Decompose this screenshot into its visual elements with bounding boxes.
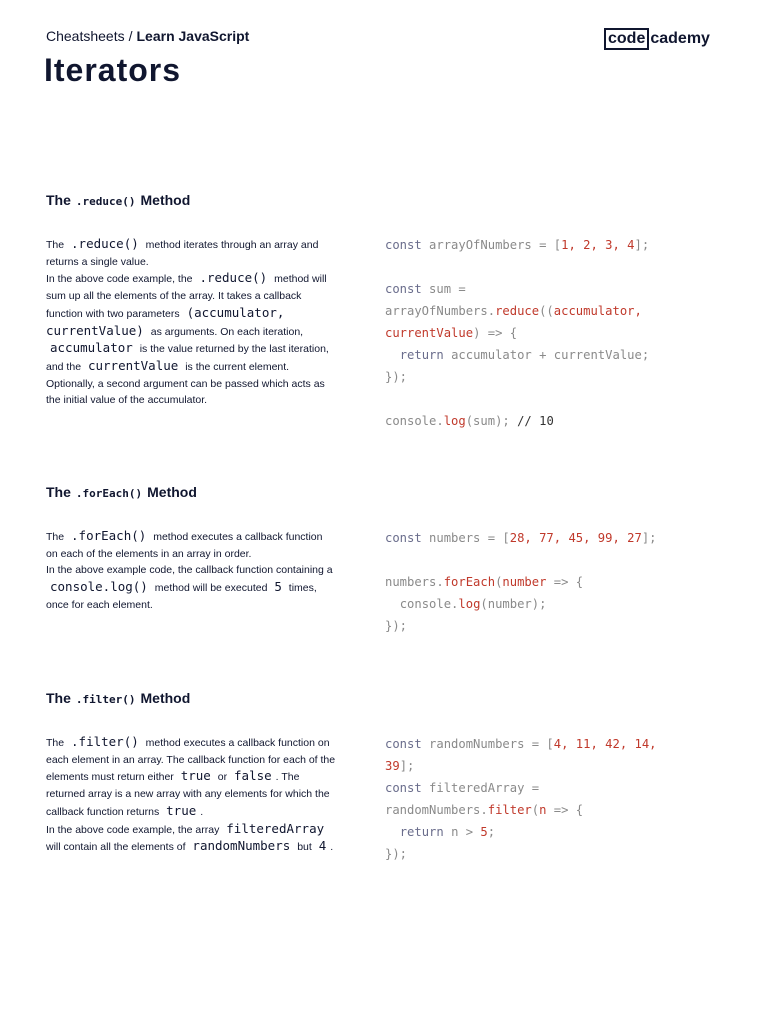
inline-code: randomNumbers — [192, 838, 291, 854]
code-token: arrayOfNumbers = [ — [429, 238, 562, 252]
filter-heading — [46, 690, 190, 706]
code-token: const — [385, 781, 422, 795]
code-token: accumulator + currentValue; — [451, 348, 650, 362]
code-token: n — [539, 803, 547, 817]
desc-text: The — [46, 531, 65, 543]
reduce-heading-method: Method — [140, 192, 191, 208]
code-token: (( — [539, 304, 554, 318]
code-token: 39 — [385, 759, 400, 773]
desc-text: method will sum up all the elements of the array. It takes a callback function with two parameters — [46, 273, 327, 320]
filter-description — [46, 734, 336, 856]
code-token: 4, 11, 42, 14, — [553, 737, 657, 751]
inline-code: (accumulator, currentValue) — [46, 304, 285, 338]
desc-text: as arguments. On each iteration, — [150, 325, 304, 338]
code-token: ( — [531, 803, 540, 817]
code-token: filter — [487, 803, 532, 817]
logo-boxed-text: code — [604, 28, 649, 50]
desc-text: . — [330, 841, 334, 854]
code-token: console. — [385, 414, 444, 428]
code-token: 1, 2, 3, 4 — [561, 238, 635, 252]
foreach-heading — [46, 484, 197, 500]
code-token: return — [399, 348, 444, 362]
code-token: }); — [385, 619, 408, 633]
desc-text: times, once for each element. — [46, 582, 317, 611]
reduce-code-block — [385, 234, 649, 432]
inline-code: true — [166, 802, 197, 818]
reduce-heading-code: .reduce() — [75, 195, 136, 208]
code-token: accumulator, — [553, 304, 642, 318]
code-token: ; — [487, 825, 496, 839]
code-token: const — [385, 737, 422, 751]
foreach-heading-method: Method — [147, 484, 197, 500]
code-token: arrayOfNumbers. — [385, 304, 496, 318]
inline-code: .reduce() — [71, 236, 139, 251]
code-token: console. — [399, 597, 459, 611]
codecademy-logo[interactable] — [604, 28, 710, 50]
inline-code: .forEach() — [71, 528, 147, 543]
page-title: Iterators — [44, 52, 182, 88]
reduce-heading-the: The — [46, 192, 71, 208]
code-token: log — [443, 414, 466, 428]
inline-code: accumulator — [50, 340, 133, 356]
code-token: (number); — [480, 597, 547, 611]
breadcrumb — [46, 28, 249, 44]
inline-code: currentValue — [87, 357, 179, 373]
desc-text: In the above example code, the callback function containing a — [46, 564, 333, 577]
logo-rest-text: cademy — [650, 30, 710, 47]
inline-code: filteredArray — [226, 820, 325, 836]
desc-text: but — [297, 841, 312, 854]
code-token: const — [385, 531, 422, 545]
code-token: ) => { — [473, 326, 518, 340]
desc-text: is the value returned by the last iteration, and the — [46, 343, 329, 373]
code-token: n > — [451, 825, 474, 839]
reduce-heading — [46, 192, 190, 208]
code-token: ]; — [634, 238, 650, 252]
desc-text: The — [46, 737, 65, 749]
filter-heading-method: Method — [140, 690, 191, 706]
desc-text: method executes a callback function on each element in an array. The callback function for each of the elements must return either — [46, 737, 336, 784]
breadcrumb-current-link[interactable]: Learn JavaScript — [136, 28, 250, 44]
desc-text: will contain all the elements of — [46, 841, 186, 854]
breadcrumb-root-link[interactable]: Cheatsheets — [46, 28, 125, 44]
filter-heading-the: The — [46, 690, 71, 706]
code-token: randomNumbers = [ — [429, 737, 554, 751]
desc-text: The — [46, 239, 65, 251]
desc-text: In the above code example, the — [46, 273, 193, 286]
code-token: return — [399, 825, 444, 839]
code-token: sum = — [429, 282, 466, 296]
breadcrumb-separator: / — [128, 28, 133, 44]
foreach-code-block — [385, 527, 657, 637]
code-token: numbers. — [385, 575, 444, 589]
code-token: => { — [553, 803, 584, 817]
code-token: log — [458, 597, 481, 611]
desc-text: . — [200, 805, 204, 818]
code-token: => { — [553, 575, 584, 589]
code-token: reduce — [495, 304, 540, 318]
inline-code: .reduce() — [199, 270, 268, 286]
inline-code: false — [234, 768, 272, 784]
code-token: const — [385, 238, 422, 252]
code-token: 28, 77, 45, 99, 27 — [509, 531, 642, 545]
code-token: 5 — [480, 825, 488, 839]
inline-code: console.log() — [50, 579, 148, 595]
filter-code-block — [385, 733, 657, 865]
foreach-description — [46, 528, 336, 614]
desc-text: . The returned array is a new array with any elements for which the callback function returns — [46, 771, 330, 818]
desc-text: is the current element. Optionally, a second argument can be passed which acts as the initial value of the accumulator. — [46, 360, 325, 407]
desc-text: method will be executed — [154, 582, 268, 595]
desc-text: method iterates through an array and returns a single value. — [46, 239, 319, 268]
code-token: filteredArray = — [429, 781, 540, 795]
desc-text: In the above code example, the array — [46, 823, 220, 836]
inline-code: 5 — [274, 579, 282, 595]
inline-code: .filter() — [71, 734, 139, 749]
code-comment: // 10 — [517, 414, 554, 428]
desc-text: or — [217, 771, 228, 784]
inline-code: 4 — [318, 838, 327, 854]
code-token: }); — [385, 847, 408, 861]
foreach-heading-the: The — [46, 484, 71, 500]
foreach-heading-code: .forEach() — [75, 487, 143, 500]
code-token: ]; — [641, 531, 657, 545]
inline-code: true — [180, 768, 211, 784]
code-token: number — [502, 575, 547, 589]
desc-text: method executes a callback function on each of the elements in an array in order. — [46, 531, 323, 560]
code-token: currentValue — [385, 326, 474, 340]
code-token: randomNumbers. — [385, 803, 488, 817]
filter-heading-code: .filter() — [75, 693, 136, 706]
code-token: }); — [385, 370, 408, 384]
code-token: const — [385, 282, 422, 296]
code-token: ]; — [399, 759, 415, 773]
reduce-description — [46, 236, 336, 409]
code-token: ( — [495, 575, 503, 589]
code-token: forEach — [443, 575, 496, 589]
code-token: numbers = [ — [429, 531, 510, 545]
code-token: (sum); — [465, 414, 510, 428]
